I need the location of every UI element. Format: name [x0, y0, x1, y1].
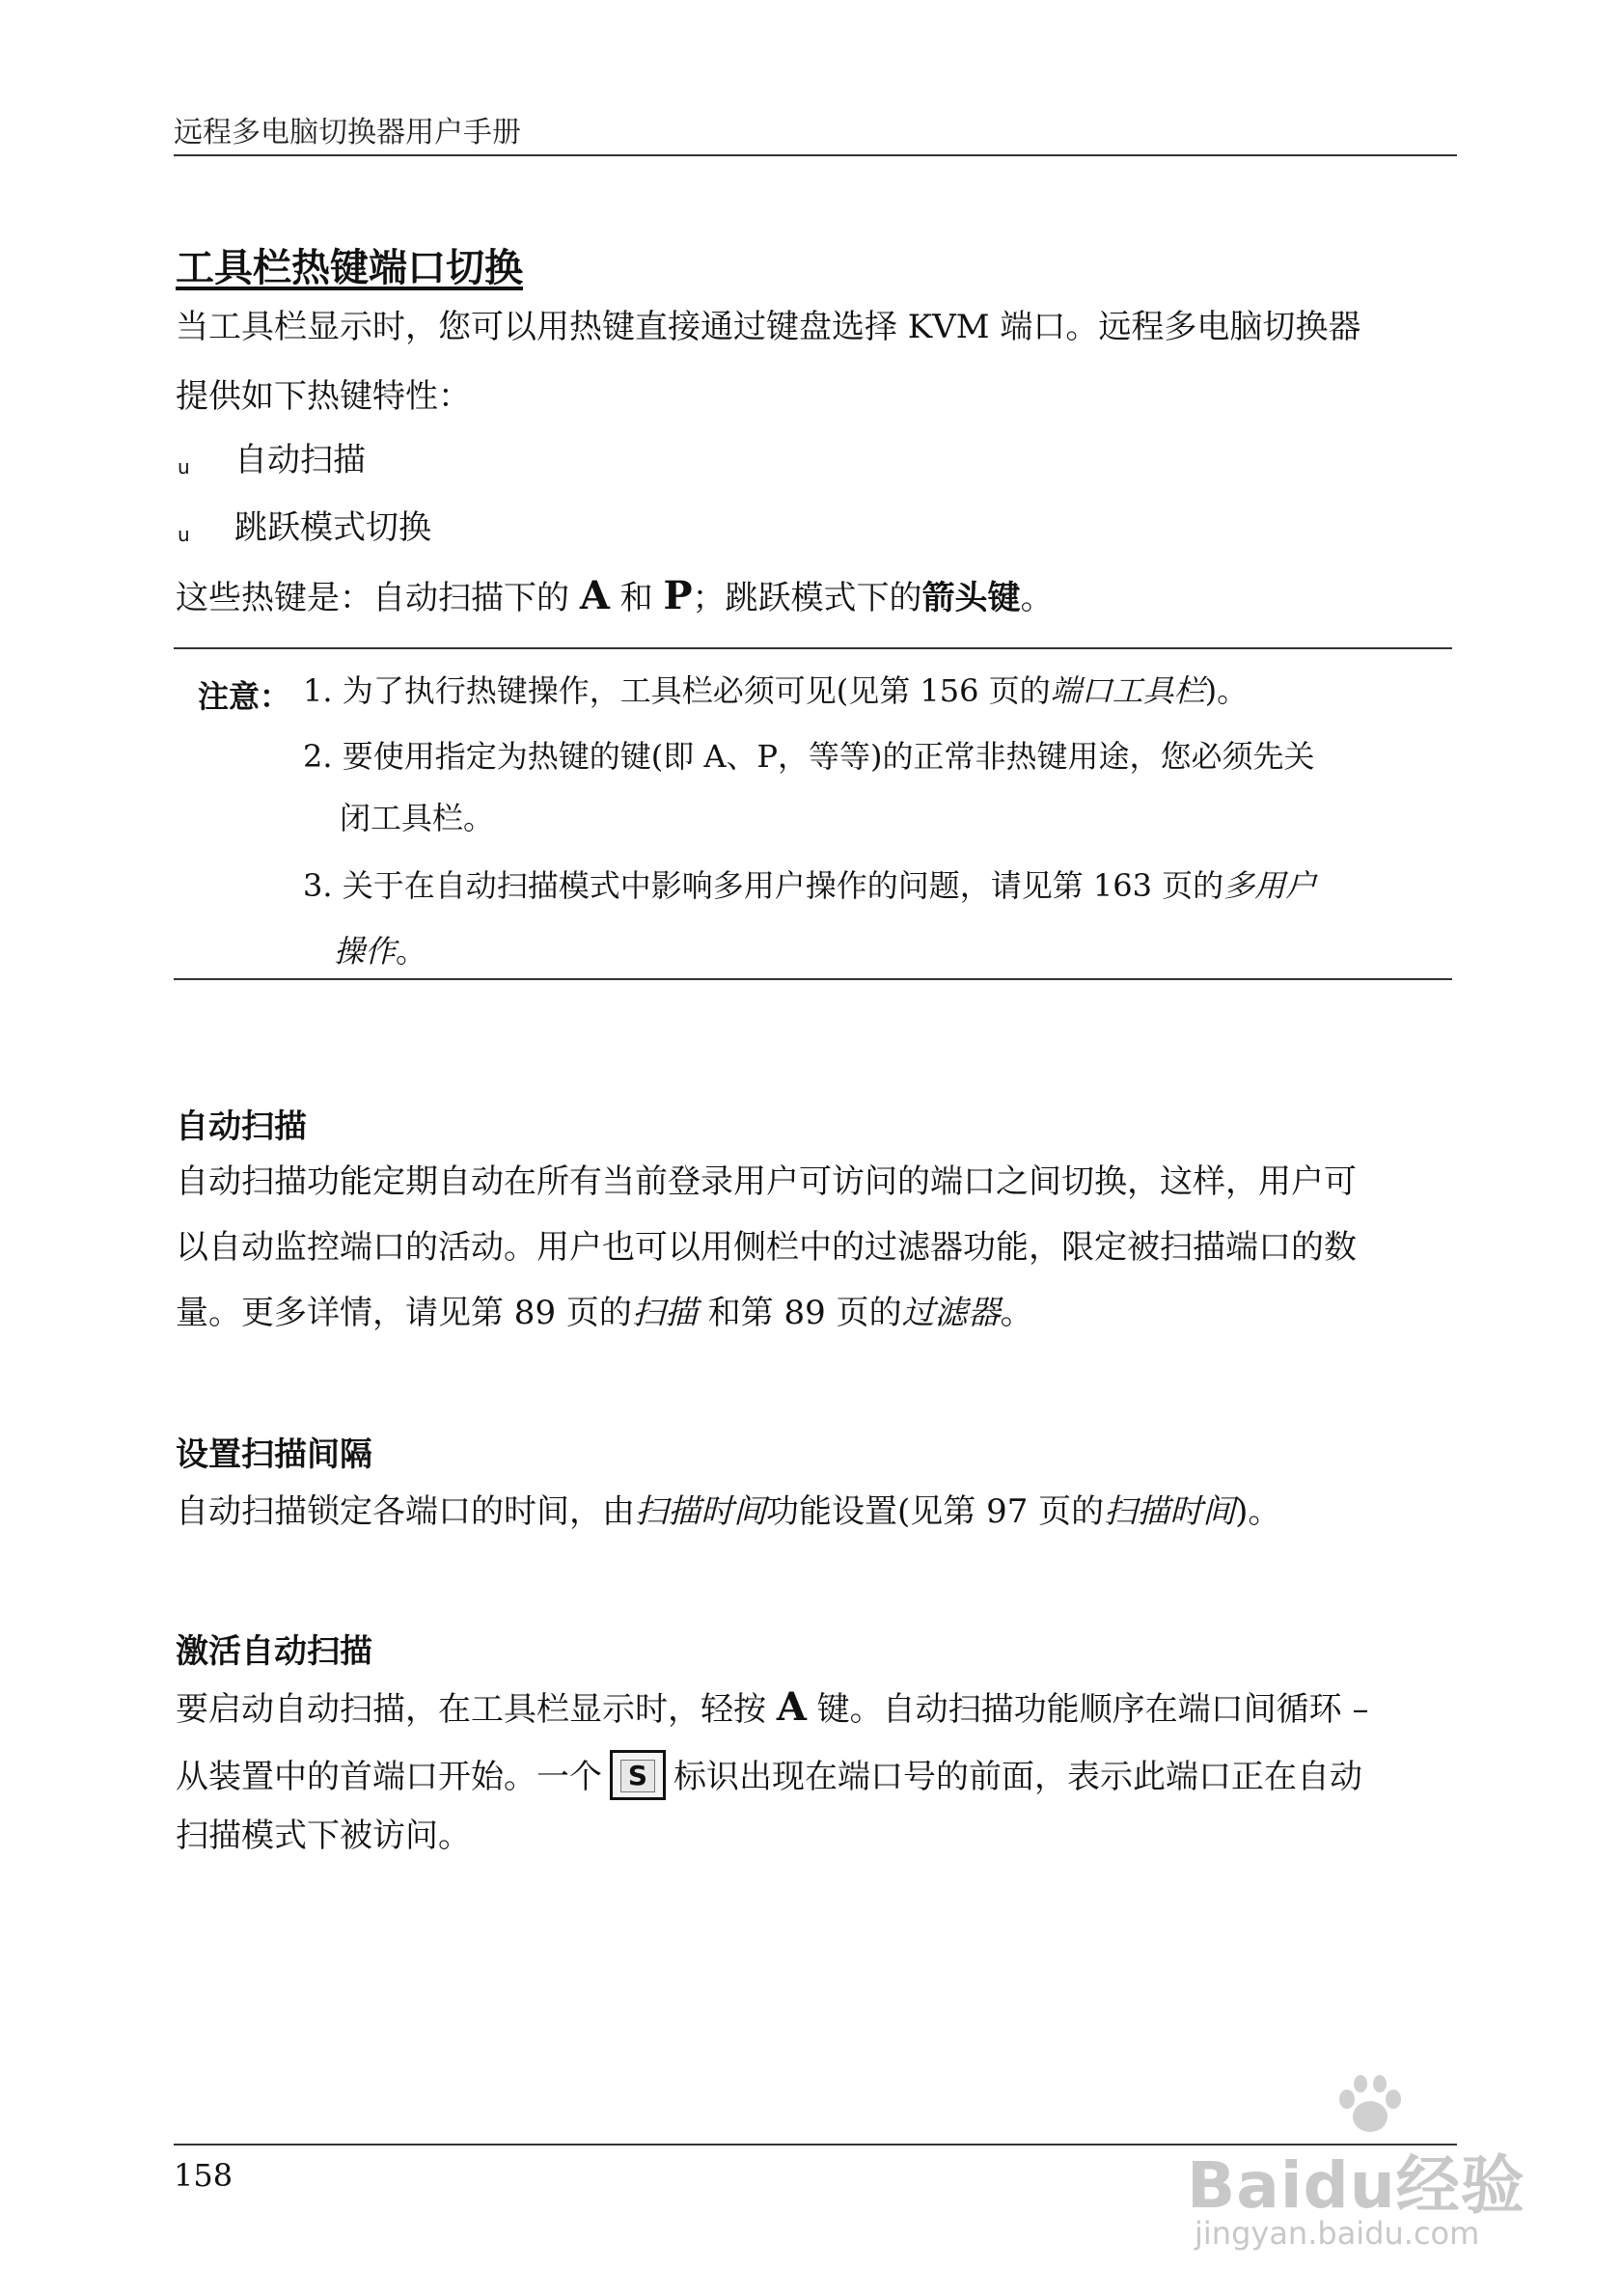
autoscan-line-3-mid: 和第 89 页的 [697, 1294, 902, 1332]
interval-mid: 功能设置(见第 97 页的 [766, 1492, 1105, 1531]
activate-heading: 激活自动扫描 [176, 1632, 372, 1671]
activate-line-2 [176, 1754, 1362, 1804]
note-3-end: 。 [396, 933, 427, 970]
note-1-text: 1. 为了执行热键操作，工具栏必须可见(见第 156 页的 [303, 672, 1051, 709]
watermark-url: jingyan.baidu.com [1195, 2215, 1480, 2252]
autoscan-link-scan: 扫描 [631, 1294, 698, 1332]
interval-line [176, 1492, 1281, 1531]
hotkeys-end: 。 [1020, 579, 1054, 617]
interval-link: 扫描时间 [1104, 1492, 1236, 1531]
autoscan-line-1: 自动扫描功能定期自动在所有当前登录用户可访问的端口之间切换，这样，用户可 [176, 1162, 1357, 1201]
note-1-link: 端口工具栏 [1050, 672, 1205, 709]
intro-line-2: 提供如下热键特性： [176, 377, 471, 416]
section-title: 工具栏热键端口切换 [176, 245, 523, 290]
interval-end: )。 [1235, 1492, 1281, 1531]
autoscan-line-2: 以自动监控端口的活动。用户也可以用侧栏中的过滤器功能，限定被扫描端口的数 [176, 1228, 1357, 1267]
activate-line-1-text: 要启动自动扫描，在工具栏显示时，轻按 [176, 1690, 777, 1729]
autoscan-line-3-text: 量。更多详情，请见第 89 页的 [176, 1294, 632, 1332]
note-top-rule [174, 647, 1452, 649]
baidu-watermark [1187, 2074, 1563, 2267]
bullet-item-skip-mode: 跳跃模式切换 [234, 508, 431, 547]
hotkey-p: P [663, 573, 693, 618]
note-1-end: )。 [1204, 672, 1249, 709]
note-item-2-line-2: 闭工具栏。 [340, 800, 495, 836]
note-item-2-line-1: 2. 要使用指定为热键的键(即 A、P，等等)的正常非热键用途，您必须先关 [303, 738, 1315, 775]
hotkey-arrow: 箭头键 [921, 579, 1021, 617]
note-label: 注意： [198, 678, 291, 715]
interval-heading: 设置扫描间隔 [176, 1435, 372, 1474]
activate-key-a: A [776, 1684, 807, 1730]
interval-text: 自动扫描锁定各端口的时间，由 [176, 1492, 635, 1531]
note-bottom-rule [174, 978, 1452, 980]
activate-line-1-end: 键。自动扫描功能顺序在端口间循环 – [806, 1690, 1369, 1729]
page-number: 158 [174, 2157, 234, 2194]
autoscan-line-3-end: 。 [1000, 1294, 1033, 1332]
note-item-3-line-1 [303, 867, 1317, 904]
note-3-link-part-2: 操作 [334, 933, 397, 970]
watermark-brand: Baidu经验 [1187, 2148, 1525, 2223]
activate-line-2-end: 标识出现在端口号的前面，表示此端口正在自动 [673, 1758, 1362, 1796]
running-header: 远程多电脑切换器用户手册 [174, 116, 521, 150]
scan-s-icon [610, 1750, 666, 1800]
activate-line-1 [176, 1684, 1369, 1730]
note-3-text: 3. 关于在自动扫描模式中影响多用户操作的问题，请见第 163 页的 [303, 867, 1224, 904]
hotkey-a: A [579, 573, 610, 618]
autoscan-line-3 [176, 1294, 1033, 1332]
hotkeys-and: 和 [609, 579, 664, 617]
interval-term: 扫描时间 [635, 1492, 766, 1531]
autoscan-heading: 自动扫描 [176, 1107, 307, 1146]
intro-line-1: 当工具栏显示时，您可以用热键直接通过键盘选择 KVM 端口。远程多电脑切换器 [176, 308, 1361, 346]
note-item-1 [303, 672, 1249, 709]
activate-line-3: 扫描模式下被访问。 [176, 1817, 471, 1855]
activate-line-2-text: 从装置中的首端口开始。一个 [176, 1758, 602, 1796]
bullet-marker-2: u [178, 523, 190, 546]
header-rule [174, 154, 1457, 156]
note-3-link-part-1: 多用户 [1223, 867, 1317, 904]
hotkeys-prefix: 这些热键是：自动扫描下的 [176, 579, 580, 617]
bullet-marker-1: u [178, 455, 190, 478]
bullet-item-autoscan: 自动扫描 [234, 441, 366, 479]
note-item-3-line-2 [334, 933, 427, 970]
hotkeys-mid: ；跳跃模式下的 [692, 579, 922, 617]
hotkeys-line [176, 573, 1054, 618]
paw-icon [1332, 2074, 1409, 2136]
scan-s-label: S [620, 1760, 655, 1792]
autoscan-link-filter: 过滤器 [901, 1294, 1001, 1332]
